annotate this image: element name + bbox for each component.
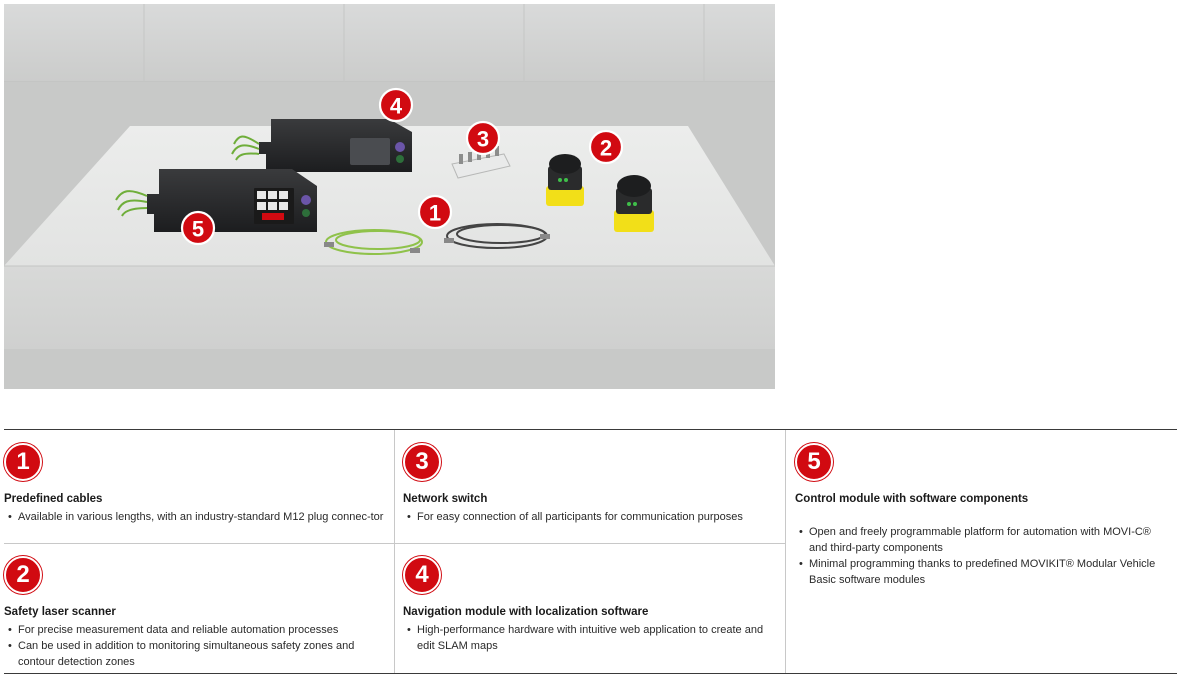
callout-badge-2 [590, 131, 622, 163]
number-badge: 1 [4, 443, 42, 481]
back-wall [4, 4, 775, 82]
item-title: Control module with software components [795, 493, 1029, 505]
bullet-list [4, 622, 388, 670]
item-title: Safety laser scanner [4, 606, 116, 618]
item-title: Predefined cables [4, 493, 103, 505]
bullet-list [403, 622, 781, 654]
svg-text:2: 2 [599, 135, 613, 161]
row-divider [4, 543, 394, 544]
bullet-list [4, 509, 388, 525]
bullet-item: • Available in various lengths, with an industry-standard M12 plug connec-tor [4, 509, 388, 525]
product-illustration [4, 4, 775, 389]
legend-item-network-switch [403, 443, 781, 525]
column-divider [785, 430, 786, 673]
svg-text:1: 1 [428, 200, 442, 226]
callout-badge-1 [419, 196, 451, 228]
row-divider [394, 543, 785, 544]
component-legend [4, 429, 1177, 674]
callout-badge-4 [380, 89, 412, 121]
svg-text:4: 4 [389, 93, 403, 119]
svg-text:3: 3 [476, 126, 490, 152]
column-divider [394, 430, 395, 673]
bullet-item: • For precise measurement data and reliable automation processes [4, 622, 388, 638]
callout-badge-3 [467, 122, 499, 154]
legend-item-navigation-module [403, 556, 781, 654]
item-title: Network switch [403, 493, 488, 505]
number-badge: 5 [795, 443, 833, 481]
concrete-slab-front [4, 266, 775, 349]
number-badge: 3 [403, 443, 441, 481]
number-badge: 2 [4, 556, 42, 594]
bullet-item: • Minimal programming thanks to predefined MOVIKIT® Modular Vehicle Basic software modules [795, 556, 1171, 588]
item-title: Navigation module with localization software [403, 606, 649, 618]
bullet-list [403, 509, 781, 525]
safety-laser-scanner-back [546, 154, 584, 206]
bullet-item: • Can be used in addition to monitoring simultaneous safety zones and contour detection zones [4, 638, 388, 670]
bullet-item: • High-performance hardware with intuitive web application to create and edit SLAM maps [403, 622, 781, 654]
bullet-item: • Open and freely programmable platform for automation with MOVI-C® and third-party components [795, 524, 1171, 556]
safety-laser-scanner-front [614, 175, 654, 232]
legend-item-control-module [795, 443, 1171, 588]
legend-item-predefined-cables [4, 443, 388, 525]
legend-item-safety-laser-scanner [4, 556, 388, 670]
product-photo [4, 4, 775, 389]
bullet-item: • For easy connection of all participants for communication purposes [403, 509, 781, 525]
svg-text:5: 5 [191, 216, 205, 242]
bullet-list [795, 524, 1171, 588]
callout-badge-5 [182, 212, 214, 244]
number-badge: 4 [403, 556, 441, 594]
